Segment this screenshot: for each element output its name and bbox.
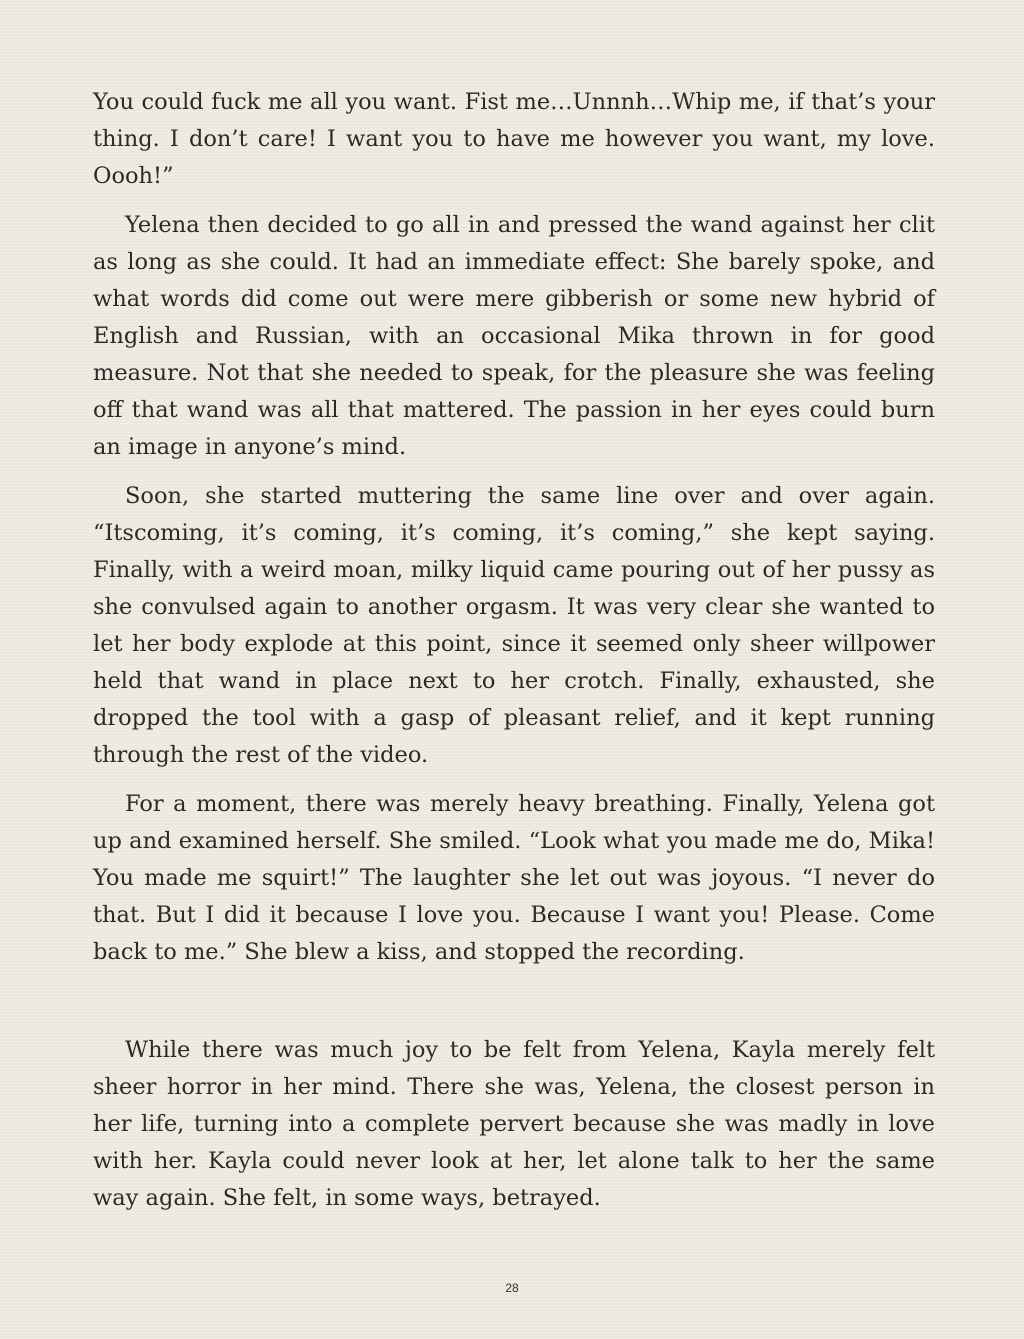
- paragraph: While there was much joy to be felt from Yelena, Kayla merely felt sheer horror in her mind. There she was, Yelena, the closest person in her life, turning into a complete pervert because she was madly in love with her. Kayla could never look at her, let alone talk to her the same way again. She felt, in some ways, betrayed.: [93, 1037, 935, 1211]
- paragraph: For a moment, there was merely heavy breathing. Finally, Yelena got up and examined herself. She smiled. “Look what you made me do, Mika! You made me squirt!” The laughter she let out was joyous. “I never do that. But I did it because I love you. Because I want you! Please. Come back to me.” She blew a kiss, and stopped the recording.: [93, 791, 935, 965]
- paragraph: Soon, she started muttering the same line over and over again. “Itscoming, it’s coming, it’s coming, it’s coming,” she kept saying. Finally, with a weird moan, milky liquid came pouring out of her pussy as she convulsed again to another orgasm. It was very clear she wanted to let her body explode at this point, since it seemed only sheer willpower held that wand in place next to her crotch. Finally, exhausted, she dropped the tool with a gasp of pleasant relief, and it kept running through the rest of the video.: [93, 483, 935, 768]
- body-text: [93, 84, 935, 1229]
- paragraph: You could fuck me all you want. Fist me…Unnnh…Whip me, if that’s your thing. I don’t care! I want you to have me however you want, my love. Oooh!”: [93, 89, 935, 189]
- page-number: 28: [505, 1281, 519, 1295]
- section-break: [93, 983, 935, 1032]
- paragraph: Yelena then decided to go all in and pressed the wand against her clit as long as she could. It had an immediate effect: She barely spoke, and what words did come out were mere gibberish or some new hybrid of English and Russian, with an occasional Mika thrown in for good measure. Not that she needed to speak, for the pleasure she was feeling off that wand was all that mattered. The passion in her eyes could burn an image in anyone’s mind.: [93, 212, 935, 460]
